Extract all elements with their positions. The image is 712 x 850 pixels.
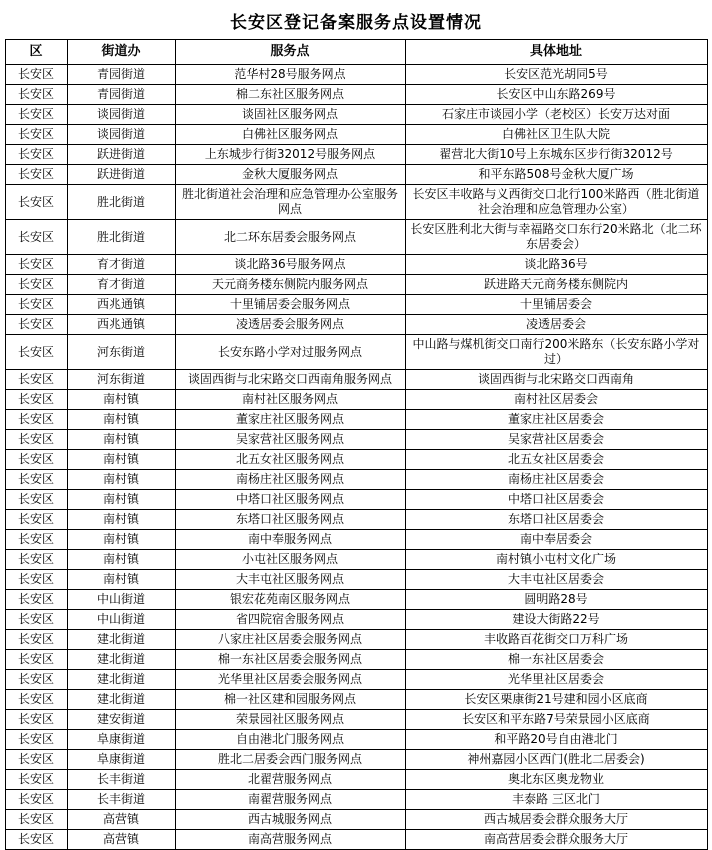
cell-district: 长安区 <box>5 430 67 450</box>
table-body <box>5 65 707 850</box>
cell-address: 南高营居委会群众服务大厅 <box>405 830 707 850</box>
cell-service-point: 南高营服务网点 <box>175 830 405 850</box>
cell-subdistrict: 南村镇 <box>67 410 175 430</box>
table-row <box>5 220 707 255</box>
cell-service-point: 北翟营服务网点 <box>175 770 405 790</box>
cell-district: 长安区 <box>5 65 67 85</box>
table-header-row <box>5 40 707 65</box>
table-row <box>5 710 707 730</box>
table-row <box>5 630 707 650</box>
cell-district: 长安区 <box>5 410 67 430</box>
cell-address: 丰收路百花街交口万科广场 <box>405 630 707 650</box>
cell-address: 白佛社区卫生队大院 <box>405 125 707 145</box>
cell-subdistrict: 南村镇 <box>67 570 175 590</box>
cell-district: 长安区 <box>5 730 67 750</box>
cell-district: 长安区 <box>5 670 67 690</box>
cell-district: 长安区 <box>5 125 67 145</box>
service-points-table <box>5 39 708 850</box>
table-row <box>5 450 707 470</box>
cell-subdistrict: 西兆通镇 <box>67 315 175 335</box>
cell-district: 长安区 <box>5 770 67 790</box>
cell-service-point: 自由港北门服务网点 <box>175 730 405 750</box>
table-row <box>5 255 707 275</box>
page-title: 长安区登记备案服务点设置情况 <box>230 13 482 33</box>
cell-subdistrict: 阜康街道 <box>67 750 175 770</box>
table-row <box>5 430 707 450</box>
cell-service-point: 南村社区服务网点 <box>175 390 405 410</box>
cell-address: 神州嘉园小区西门(胜北二居委会) <box>405 750 707 770</box>
table-row <box>5 85 707 105</box>
table-row <box>5 570 707 590</box>
cell-district: 长安区 <box>5 220 67 255</box>
cell-district: 长安区 <box>5 275 67 295</box>
cell-service-point: 南杨庄社区服务网点 <box>175 470 405 490</box>
cell-subdistrict: 谈园街道 <box>67 125 175 145</box>
cell-address: 董家庄社区居委会 <box>405 410 707 430</box>
cell-address: 南杨庄社区居委会 <box>405 470 707 490</box>
table-row <box>5 125 707 145</box>
cell-subdistrict: 建北街道 <box>67 650 175 670</box>
table-row <box>5 790 707 810</box>
column-header-subdistrict: 街道办 <box>67 40 175 65</box>
cell-service-point: 金秋大厦服务网点 <box>175 165 405 185</box>
cell-address: 和平东路508号金秋大厦广场 <box>405 165 707 185</box>
cell-district: 长安区 <box>5 630 67 650</box>
cell-address: 大丰屯社区居委会 <box>405 570 707 590</box>
cell-address: 棉一东社区居委会 <box>405 650 707 670</box>
cell-service-point: 董家庄社区服务网点 <box>175 410 405 430</box>
table-row <box>5 730 707 750</box>
cell-district: 长安区 <box>5 335 67 370</box>
cell-district: 长安区 <box>5 570 67 590</box>
cell-service-point: 棉一东社区居委会服务网点 <box>175 650 405 670</box>
cell-service-point: 谈固西街与北宋路交口西南角服务网点 <box>175 370 405 390</box>
cell-subdistrict: 中山街道 <box>67 590 175 610</box>
cell-subdistrict: 谈园街道 <box>67 105 175 125</box>
cell-subdistrict: 建北街道 <box>67 670 175 690</box>
cell-subdistrict: 南村镇 <box>67 450 175 470</box>
cell-subdistrict: 跃进街道 <box>67 165 175 185</box>
table-row <box>5 830 707 850</box>
cell-address: 翟营北大街10号上东城东区步行街32012号 <box>405 145 707 165</box>
table-row <box>5 610 707 630</box>
cell-subdistrict: 高营镇 <box>67 810 175 830</box>
cell-address: 十里铺居委会 <box>405 295 707 315</box>
cell-subdistrict: 南村镇 <box>67 470 175 490</box>
table-row <box>5 410 707 430</box>
table-row <box>5 510 707 530</box>
cell-subdistrict: 胜北街道 <box>67 220 175 255</box>
cell-subdistrict: 育才街道 <box>67 255 175 275</box>
cell-address: 光华里社区居委会 <box>405 670 707 690</box>
cell-service-point: 谈北路36号服务网点 <box>175 255 405 275</box>
cell-service-point: 谈固社区服务网点 <box>175 105 405 125</box>
table-row <box>5 105 707 125</box>
cell-subdistrict: 南村镇 <box>67 430 175 450</box>
cell-subdistrict: 建北街道 <box>67 630 175 650</box>
cell-service-point: 北二环东居委会服务网点 <box>175 220 405 255</box>
cell-service-point: 东塔口社区服务网点 <box>175 510 405 530</box>
cell-service-point: 西古城服务网点 <box>175 810 405 830</box>
cell-address: 北五女社区居委会 <box>405 450 707 470</box>
cell-address: 吴家营社区居委会 <box>405 430 707 450</box>
cell-service-point: 八家庄社区居委会服务网点 <box>175 630 405 650</box>
cell-subdistrict: 西兆通镇 <box>67 295 175 315</box>
cell-service-point: 胜北二居委会西门服务网点 <box>175 750 405 770</box>
cell-address: 南村镇小屯村文化广场 <box>405 550 707 570</box>
cell-district: 长安区 <box>5 370 67 390</box>
cell-service-point: 中塔口社区服务网点 <box>175 490 405 510</box>
cell-address: 南中奉居委会 <box>405 530 707 550</box>
table-row <box>5 750 707 770</box>
cell-subdistrict: 阜康街道 <box>67 730 175 750</box>
table-row <box>5 390 707 410</box>
cell-subdistrict: 南村镇 <box>67 510 175 530</box>
table-head <box>5 40 707 65</box>
cell-service-point: 大丰屯社区服务网点 <box>175 570 405 590</box>
cell-subdistrict: 河东街道 <box>67 370 175 390</box>
cell-service-point: 上东城步行街32012号服务网点 <box>175 145 405 165</box>
cell-subdistrict: 建北街道 <box>67 690 175 710</box>
cell-address: 石家庄市谈园小学（老校区）长安万达对面 <box>405 105 707 125</box>
cell-district: 长安区 <box>5 315 67 335</box>
cell-district: 长安区 <box>5 105 67 125</box>
cell-service-point: 长安东路小学对过服务网点 <box>175 335 405 370</box>
column-header-district: 区 <box>5 40 67 65</box>
cell-service-point: 省四院宿舍服务网点 <box>175 610 405 630</box>
table-row <box>5 810 707 830</box>
table-row <box>5 650 707 670</box>
table-row <box>5 670 707 690</box>
cell-district: 长安区 <box>5 165 67 185</box>
table-row <box>5 275 707 295</box>
cell-subdistrict: 高营镇 <box>67 830 175 850</box>
cell-address: 长安区中山东路269号 <box>405 85 707 105</box>
cell-district: 长安区 <box>5 690 67 710</box>
cell-address: 跃进路天元商务楼东侧院内 <box>405 275 707 295</box>
table-row <box>5 690 707 710</box>
table-row <box>5 470 707 490</box>
cell-subdistrict: 长丰街道 <box>67 790 175 810</box>
cell-service-point: 棉一社区建和园服务网点 <box>175 690 405 710</box>
cell-subdistrict: 中山街道 <box>67 610 175 630</box>
cell-address: 圆明路28号 <box>405 590 707 610</box>
cell-service-point: 白佛社区服务网点 <box>175 125 405 145</box>
cell-address: 和平路20号自由港北门 <box>405 730 707 750</box>
cell-service-point: 南中奉服务网点 <box>175 530 405 550</box>
cell-district: 长安区 <box>5 510 67 530</box>
cell-district: 长安区 <box>5 650 67 670</box>
cell-address: 谈北路36号 <box>405 255 707 275</box>
column-header-address: 具体地址 <box>405 40 707 65</box>
cell-district: 长安区 <box>5 830 67 850</box>
cell-district: 长安区 <box>5 295 67 315</box>
table-row <box>5 490 707 510</box>
cell-district: 长安区 <box>5 255 67 275</box>
cell-service-point: 银宏花苑南区服务网点 <box>175 590 405 610</box>
cell-address: 中塔口社区居委会 <box>405 490 707 510</box>
table-row <box>5 530 707 550</box>
cell-service-point: 范华村28号服务网点 <box>175 65 405 85</box>
cell-service-point: 北五女社区服务网点 <box>175 450 405 470</box>
cell-service-point: 凌透居委会服务网点 <box>175 315 405 335</box>
cell-district: 长安区 <box>5 145 67 165</box>
cell-service-point: 十里铺居委会服务网点 <box>175 295 405 315</box>
cell-address: 南村社区居委会 <box>405 390 707 410</box>
cell-district: 长安区 <box>5 610 67 630</box>
cell-address: 建设大街路22号 <box>405 610 707 630</box>
cell-address: 凌透居委会 <box>405 315 707 335</box>
cell-service-point: 荣景园社区服务网点 <box>175 710 405 730</box>
cell-service-point: 吴家营社区服务网点 <box>175 430 405 450</box>
cell-district: 长安区 <box>5 530 67 550</box>
table-row <box>5 65 707 85</box>
cell-district: 长安区 <box>5 490 67 510</box>
cell-address: 谈固西街与北宋路交口西南角 <box>405 370 707 390</box>
cell-subdistrict: 河东街道 <box>67 335 175 370</box>
cell-subdistrict: 胜北街道 <box>67 185 175 220</box>
cell-subdistrict: 南村镇 <box>67 550 175 570</box>
cell-subdistrict: 南村镇 <box>67 530 175 550</box>
cell-service-point: 小屯社区服务网点 <box>175 550 405 570</box>
table-row <box>5 550 707 570</box>
table-row <box>5 315 707 335</box>
cell-district: 长安区 <box>5 85 67 105</box>
cell-address: 奥北东区奥龙物业 <box>405 770 707 790</box>
cell-subdistrict: 跃进街道 <box>67 145 175 165</box>
cell-address: 长安区栗康街21号建和园小区底商 <box>405 690 707 710</box>
cell-service-point: 光华里社区居委会服务网点 <box>175 670 405 690</box>
table-row <box>5 590 707 610</box>
cell-subdistrict: 建安街道 <box>67 710 175 730</box>
cell-district: 长安区 <box>5 550 67 570</box>
cell-address: 长安区范光胡同5号 <box>405 65 707 85</box>
cell-subdistrict: 青园街道 <box>67 85 175 105</box>
cell-district: 长安区 <box>5 590 67 610</box>
cell-service-point: 南翟营服务网点 <box>175 790 405 810</box>
cell-address: 中山路与煤机街交口南行200米路东（长安东路小学对过） <box>405 335 707 370</box>
cell-address: 长安区胜利北大街与幸福路交口东行20米路北（北二环东居委会） <box>405 220 707 255</box>
column-header-service-point: 服务点 <box>175 40 405 65</box>
cell-district: 长安区 <box>5 810 67 830</box>
cell-address: 长安区和平东路7号荣景园小区底商 <box>405 710 707 730</box>
cell-district: 长安区 <box>5 450 67 470</box>
table-row <box>5 145 707 165</box>
table-row <box>5 185 707 220</box>
cell-district: 长安区 <box>5 390 67 410</box>
table-row <box>5 295 707 315</box>
cell-address: 西古城居委会群众服务大厅 <box>405 810 707 830</box>
cell-district: 长安区 <box>5 470 67 490</box>
cell-address: 丰泰路 三区北门 <box>405 790 707 810</box>
cell-address: 长安区丰收路与义西街交口北行100米路西（胜北街道社会治理和应急管理办公室） <box>405 185 707 220</box>
cell-subdistrict: 南村镇 <box>67 390 175 410</box>
cell-district: 长安区 <box>5 185 67 220</box>
table-row <box>5 770 707 790</box>
cell-service-point: 胜北街道社会治理和应急管理办公室服务网点 <box>175 185 405 220</box>
cell-subdistrict: 长丰街道 <box>67 770 175 790</box>
table-row <box>5 165 707 185</box>
cell-district: 长安区 <box>5 750 67 770</box>
cell-district: 长安区 <box>5 710 67 730</box>
cell-subdistrict: 青园街道 <box>67 65 175 85</box>
cell-subdistrict: 南村镇 <box>67 490 175 510</box>
cell-subdistrict: 育才街道 <box>67 275 175 295</box>
table-row <box>5 335 707 370</box>
cell-service-point: 棉二东社区服务网点 <box>175 85 405 105</box>
table-row <box>5 370 707 390</box>
cell-service-point: 天元商务楼东侧院内服务网点 <box>175 275 405 295</box>
cell-address: 东塔口社区居委会 <box>405 510 707 530</box>
cell-district: 长安区 <box>5 790 67 810</box>
